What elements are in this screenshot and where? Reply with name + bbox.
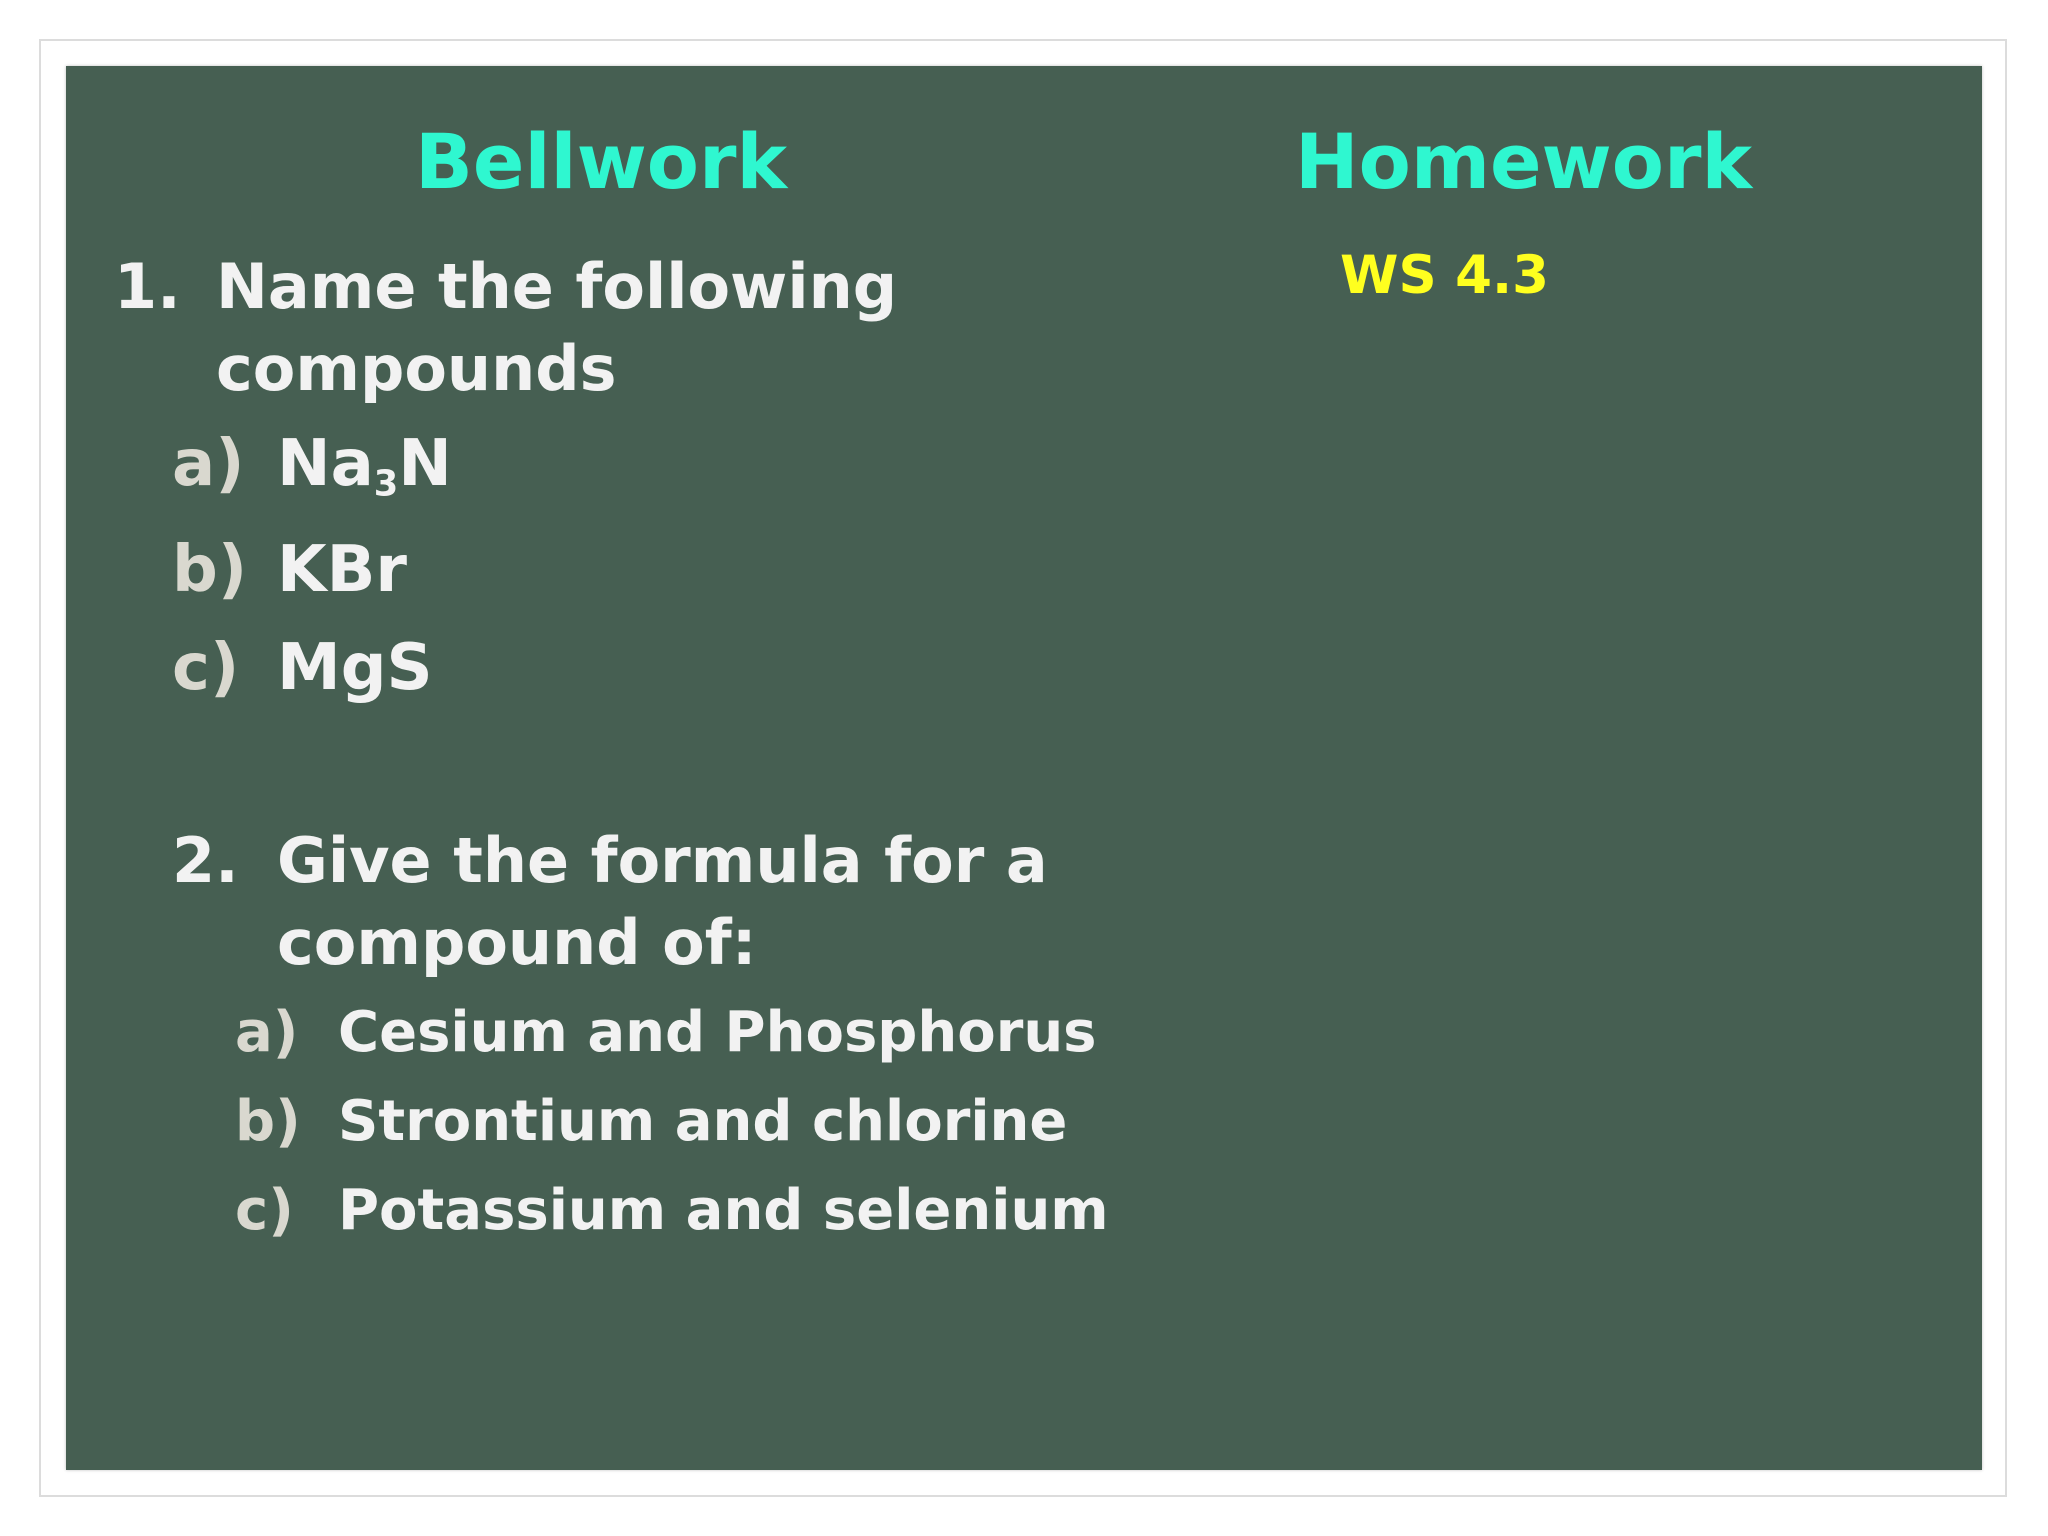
compound-formula: KBr bbox=[277, 533, 407, 607]
homework-item: WS 4.3 bbox=[1340, 245, 1549, 306]
homework-title: Homework bbox=[1295, 117, 1753, 206]
question-2-text-line-2: compound of: bbox=[277, 906, 757, 979]
element-pair: Cesium and Phosphorus bbox=[338, 1000, 1097, 1065]
element-pair: Potassium and selenium bbox=[338, 1178, 1109, 1243]
list-marker: c) bbox=[235, 1178, 294, 1243]
list-marker: a) bbox=[172, 427, 245, 501]
list-marker: b) bbox=[235, 1089, 301, 1154]
question-2-text-line-1: Give the formula for a bbox=[277, 824, 1048, 897]
question-1-text-line-1: Name the following bbox=[216, 250, 898, 323]
list-marker: c) bbox=[172, 631, 240, 705]
compound-formula: $Na_3N$ bbox=[277, 427, 452, 505]
list-marker: b) bbox=[172, 533, 248, 607]
list-marker: a) bbox=[235, 1000, 299, 1065]
question-1-text-line-2: compounds bbox=[216, 332, 617, 405]
element-pair: Strontium and chlorine bbox=[338, 1089, 1068, 1154]
compound-formula: MgS bbox=[277, 631, 433, 705]
bellwork-title: Bellwork bbox=[415, 117, 788, 206]
question-1-number: 1. bbox=[114, 250, 181, 323]
question-2-number: 2. bbox=[172, 824, 239, 897]
